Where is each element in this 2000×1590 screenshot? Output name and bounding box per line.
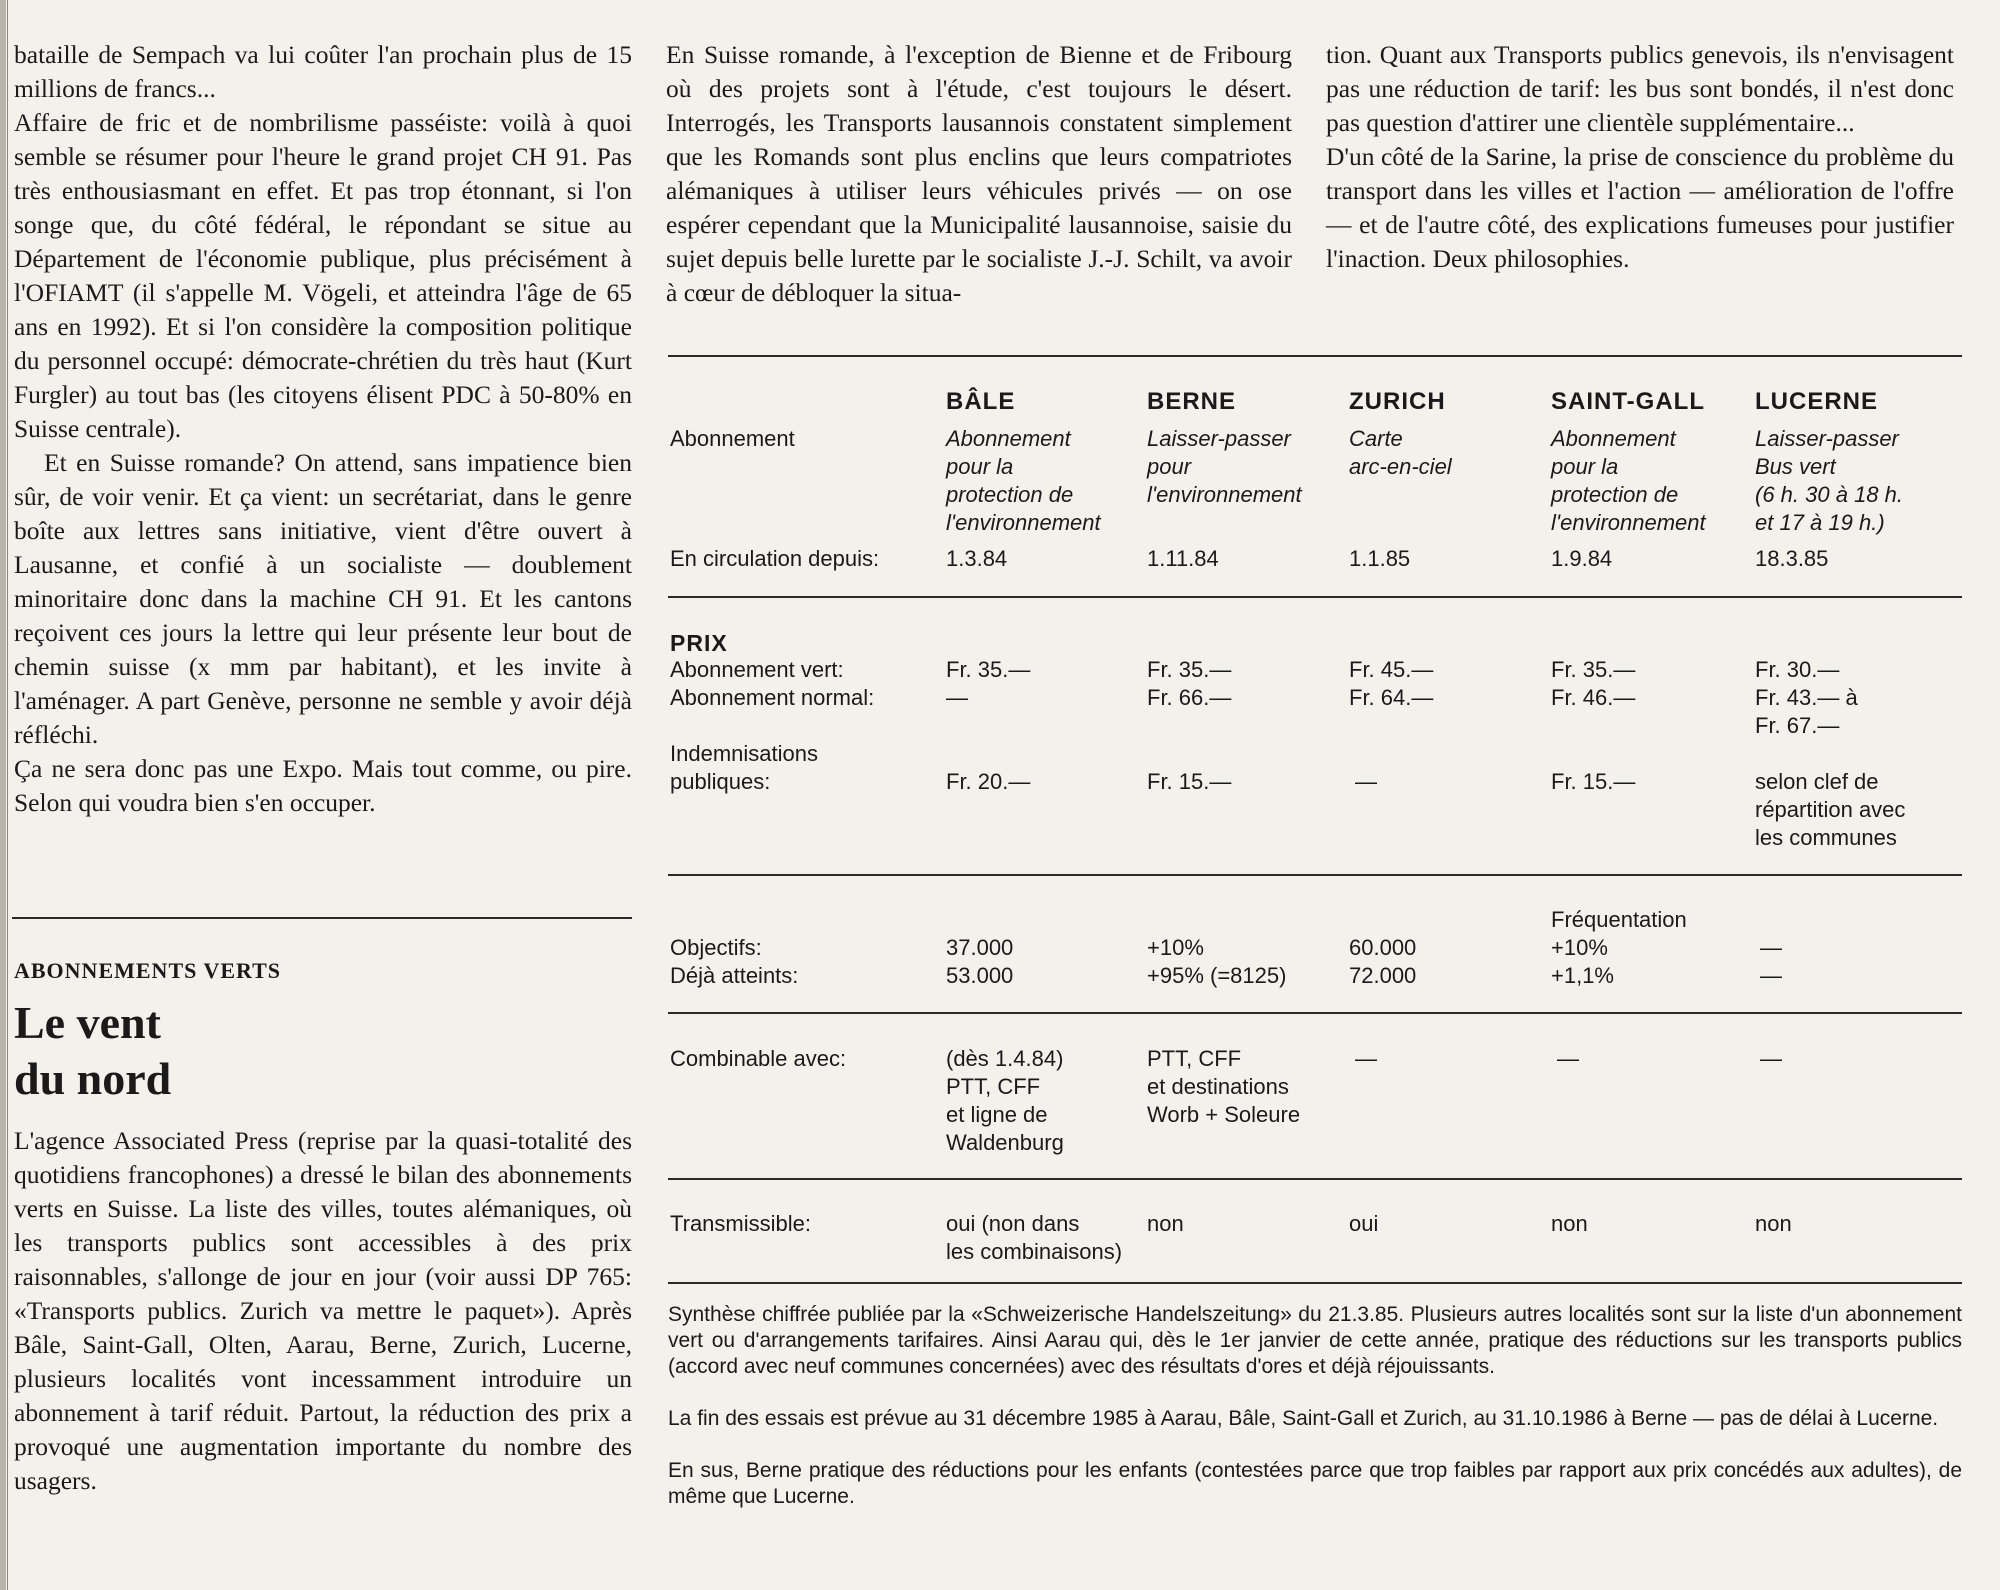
table-rule: [668, 1012, 1962, 1014]
table-cell: —: [1760, 935, 1782, 960]
paragraph: L'agence Associated Press (reprise par la quasi-totalité des quotidiens francophones) a dressé le bilan des abonnements verts en Suisse. La liste des villes, toutes alémaniques, où les transports publics sont accessibles à des prix raisonnables, s'allonge de jour en jour (voir aussi DP 765: «Transports publics. Zurich va mettre le paquet»). Après Bâle, Saint-Gall, Olten, Aarau, Berne, Zurich, Lucerne, plusieurs localités vont incessamment introduire un abonnement à tarif réduit. Partout, la réduction des prix a provoqué une augmentation importante du nombre des usagers.: [14, 1126, 632, 1495]
article-divider: [12, 917, 632, 919]
table-cell: Fr. 35.—: [1551, 657, 1636, 682]
table-cell: Fr. 15.—: [1551, 769, 1636, 794]
table-cell: Fr. 20.—: [946, 769, 1031, 794]
table-cell: 37.000: [946, 935, 1014, 960]
table-cell: 1.9.84: [1551, 546, 1613, 571]
table-cell: —: [1760, 1046, 1782, 1071]
row-label: Indemnisations publiques:: [670, 741, 818, 794]
table-note: La fin des essais est prévue au 31 décembre 1985 à Aarau, Bâle, Saint-Gall et Zurich, au 31.10.1986 à Berne — pas de délai à Lucerne.: [668, 1407, 1939, 1430]
table-cell: 1.11.84: [1147, 546, 1219, 571]
table-cell: non: [1755, 1211, 1792, 1236]
table-cell: —: [1760, 963, 1782, 988]
table-cell: —: [1557, 1046, 1579, 1071]
column-right: [1326, 38, 1954, 276]
table-cell: 60.000: [1349, 935, 1417, 960]
article-headline: [14, 995, 171, 1107]
table-cell: +10%: [1147, 935, 1204, 960]
row-label: Objectifs:: [670, 935, 762, 960]
table-rule: [668, 355, 1962, 357]
article-body: [14, 1124, 632, 1498]
headline-line: Le vent: [14, 997, 161, 1048]
table-cell: (dès 1.4.84) PTT, CFF et ligne de Waldenburg: [946, 1046, 1064, 1155]
table-cell: 53.000: [946, 963, 1014, 988]
table-cell: Laisser-passer Bus vert (6 h. 30 à 18 h. et 17 à 19 h.): [1755, 426, 1903, 535]
table-cell: Abonnement pour la protection de l'environnement: [1551, 426, 1706, 535]
table-cell: —: [1355, 769, 1377, 794]
column-left: [14, 38, 632, 820]
table-cell: Fr. 35.—: [946, 657, 1031, 682]
table-header-city: ZURICH: [1349, 388, 1446, 415]
table-cell: Fr. 66.—: [1147, 685, 1232, 710]
row-label: Déjà atteints:: [670, 963, 799, 988]
table-rule: [668, 874, 1962, 876]
table-note: En sus, Berne pratique des réductions pour les enfants (contestées parce que trop faibles par rapport aux prix concédés aux adultes), de même que Lucerne.: [668, 1459, 1962, 1508]
row-label: En circulation depuis:: [670, 546, 880, 571]
table-cell: Fr. 30.—: [1755, 657, 1840, 682]
table-cell: non: [1147, 1211, 1184, 1236]
table-cell: Fr. 43.— à Fr. 67.—: [1755, 685, 1858, 738]
section-label-prix: PRIX: [670, 630, 728, 656]
table-cell: oui: [1349, 1211, 1379, 1236]
table-cell: Fr. 35.—: [1147, 657, 1232, 682]
table-cell: non: [1551, 1211, 1588, 1236]
paragraph: tion. Quant aux Transports publics genevois, ils n'envisagent pas une réduction de tarif: les bus sont bondés, il n'est donc pas question d'attirer une clientèle supplémentaire...: [1326, 40, 1954, 137]
table-header-city: LUCERNE: [1755, 388, 1879, 415]
table-rule: [668, 1282, 1962, 1284]
row-label: Abonnement normal:: [670, 685, 875, 710]
table-cell: PTT, CFF et destinations Worb + Soleure: [1147, 1046, 1301, 1127]
page-binding-line: [7, 0, 8, 1590]
section-label-frequentation: Fréquentation: [1551, 907, 1687, 932]
table-rule: [668, 1178, 1962, 1180]
table-cell: +95% (=8125): [1147, 963, 1287, 988]
column-middle: [666, 38, 1292, 310]
paragraph: Ça ne sera donc pas une Expo. Mais tout comme, ou pire. Selon qui voudra bien s'en occuper.: [14, 754, 632, 817]
table-cell: 72.000: [1349, 963, 1417, 988]
row-label: Abonnement: [670, 426, 795, 451]
paragraph: En Suisse romande, à l'exception de Bienne et de Fribourg où des projets sont à l'étude, c'est toujours le désert. Interrogés, les Transports lausannois constatent simplement que les Romands sont plus enclins que leurs compatriotes alémaniques à utiliser leurs véhicules privés — on ose espérer cependant que la Municipalité lausannoise, saisie du sujet depuis belle lurette par le socialiste J.-J. Schilt, va avoir à cœur de débloquer la situa-: [666, 40, 1292, 307]
table-cell: Fr. 15.—: [1147, 769, 1232, 794]
table-cell: oui (non dans les combinaisons): [946, 1211, 1123, 1264]
row-label: Abonnement vert:: [670, 657, 844, 682]
table-cell: Fr. 46.—: [1551, 685, 1636, 710]
table-cell: 18.3.85: [1755, 546, 1829, 571]
table-cell: selon clef de répartition avec les communes: [1755, 769, 1906, 850]
headline-line: du nord: [14, 1053, 172, 1104]
paragraph: D'un côté de la Sarine, la prise de conscience du problème du transport dans les villes et l'action — amélioration de l'offre — et de l'autre côté, des explications fumeuses pour justifier l'inaction. Deux philosophies.: [1326, 142, 1954, 273]
paragraph: Affaire de fric et de nombrilisme passéiste: voilà à quoi semble se résumer pour l'heure le grand projet CH 91. Pas très enthousiasmant en effet. Et pas trop étonnant, si l'on songe que, du côté fédéral, le répondant se situe au Département de l'économie publique, plus précisément à l'OFIAMT (il s'appelle M. Vögeli, et atteindra l'âge de 65 ans en 1992). Et si l'on considère la composition politique du personnel occupé: démocrate-chrétien du très haut (Kurt Furgler) au tout bas (les citoyens élisent PDC à 50-80% en Suisse centrale).: [14, 108, 632, 443]
table-cell: +10%: [1551, 935, 1608, 960]
table-header-city: BERNE: [1147, 388, 1237, 415]
table-header-city: BÂLE: [946, 388, 1016, 415]
paragraph: bataille de Sempach va lui coûter l'an prochain plus de 15 millions de francs...: [14, 40, 632, 103]
article-kicker: ABONNEMENTS VERTS: [14, 958, 282, 983]
paragraph: Et en Suisse romande? On attend, sans impatience bien sûr, de voir venir. Et ça vient: un secrétariat, dans le genre boîte aux lettres sans initiative, vient d'être ouvert à Lausanne, et confié à un socialiste — doublement minoritaire donc dans la machine CH 91. Et les cantons reçoivent ces jours la lettre qui leur présente leur bout de chemin suisse (x mm par habitant), et les invite à l'aménager. A part Genève, personne ne semble y avoir déjà réfléchi.: [14, 448, 632, 749]
table-cell: Fr. 45.—: [1349, 657, 1434, 682]
table-cell: 1.1.85: [1349, 546, 1411, 571]
table-header-city: SAINT-GALL: [1551, 388, 1705, 415]
table-cell: Laisser-passer pour l'environnement: [1147, 426, 1302, 507]
row-label: Transmissible:: [670, 1211, 811, 1236]
table-note: Synthèse chiffrée publiée par la «Schweizerische Handelszeitung» du 21.3.85. Plusieurs autres localités sont sur la liste d'un abonnement vert ou d'arrangements tarifaires. Ainsi Aarau qui, dès le 1er janvier de cette année, pratique des réductions sur les transports publics (accord avec neuf communes concernées) avec des résultats d'ores et déjà réjouissants.: [668, 1303, 1962, 1378]
table-cell: —: [1355, 1046, 1377, 1071]
table-cell: 1.3.84: [946, 546, 1008, 571]
table-cell: Abonnement pour la protection de l'environnement: [946, 426, 1101, 535]
table-rule: [668, 596, 1962, 598]
table-cell: +1,1%: [1551, 963, 1614, 988]
table-cell: Carte arc-en-ciel: [1349, 426, 1452, 479]
table-cell: —: [946, 685, 968, 710]
row-label: Combinable avec:: [670, 1046, 847, 1071]
page-binding-edge: [0, 0, 6, 1590]
table-cell: Fr. 64.—: [1349, 685, 1434, 710]
